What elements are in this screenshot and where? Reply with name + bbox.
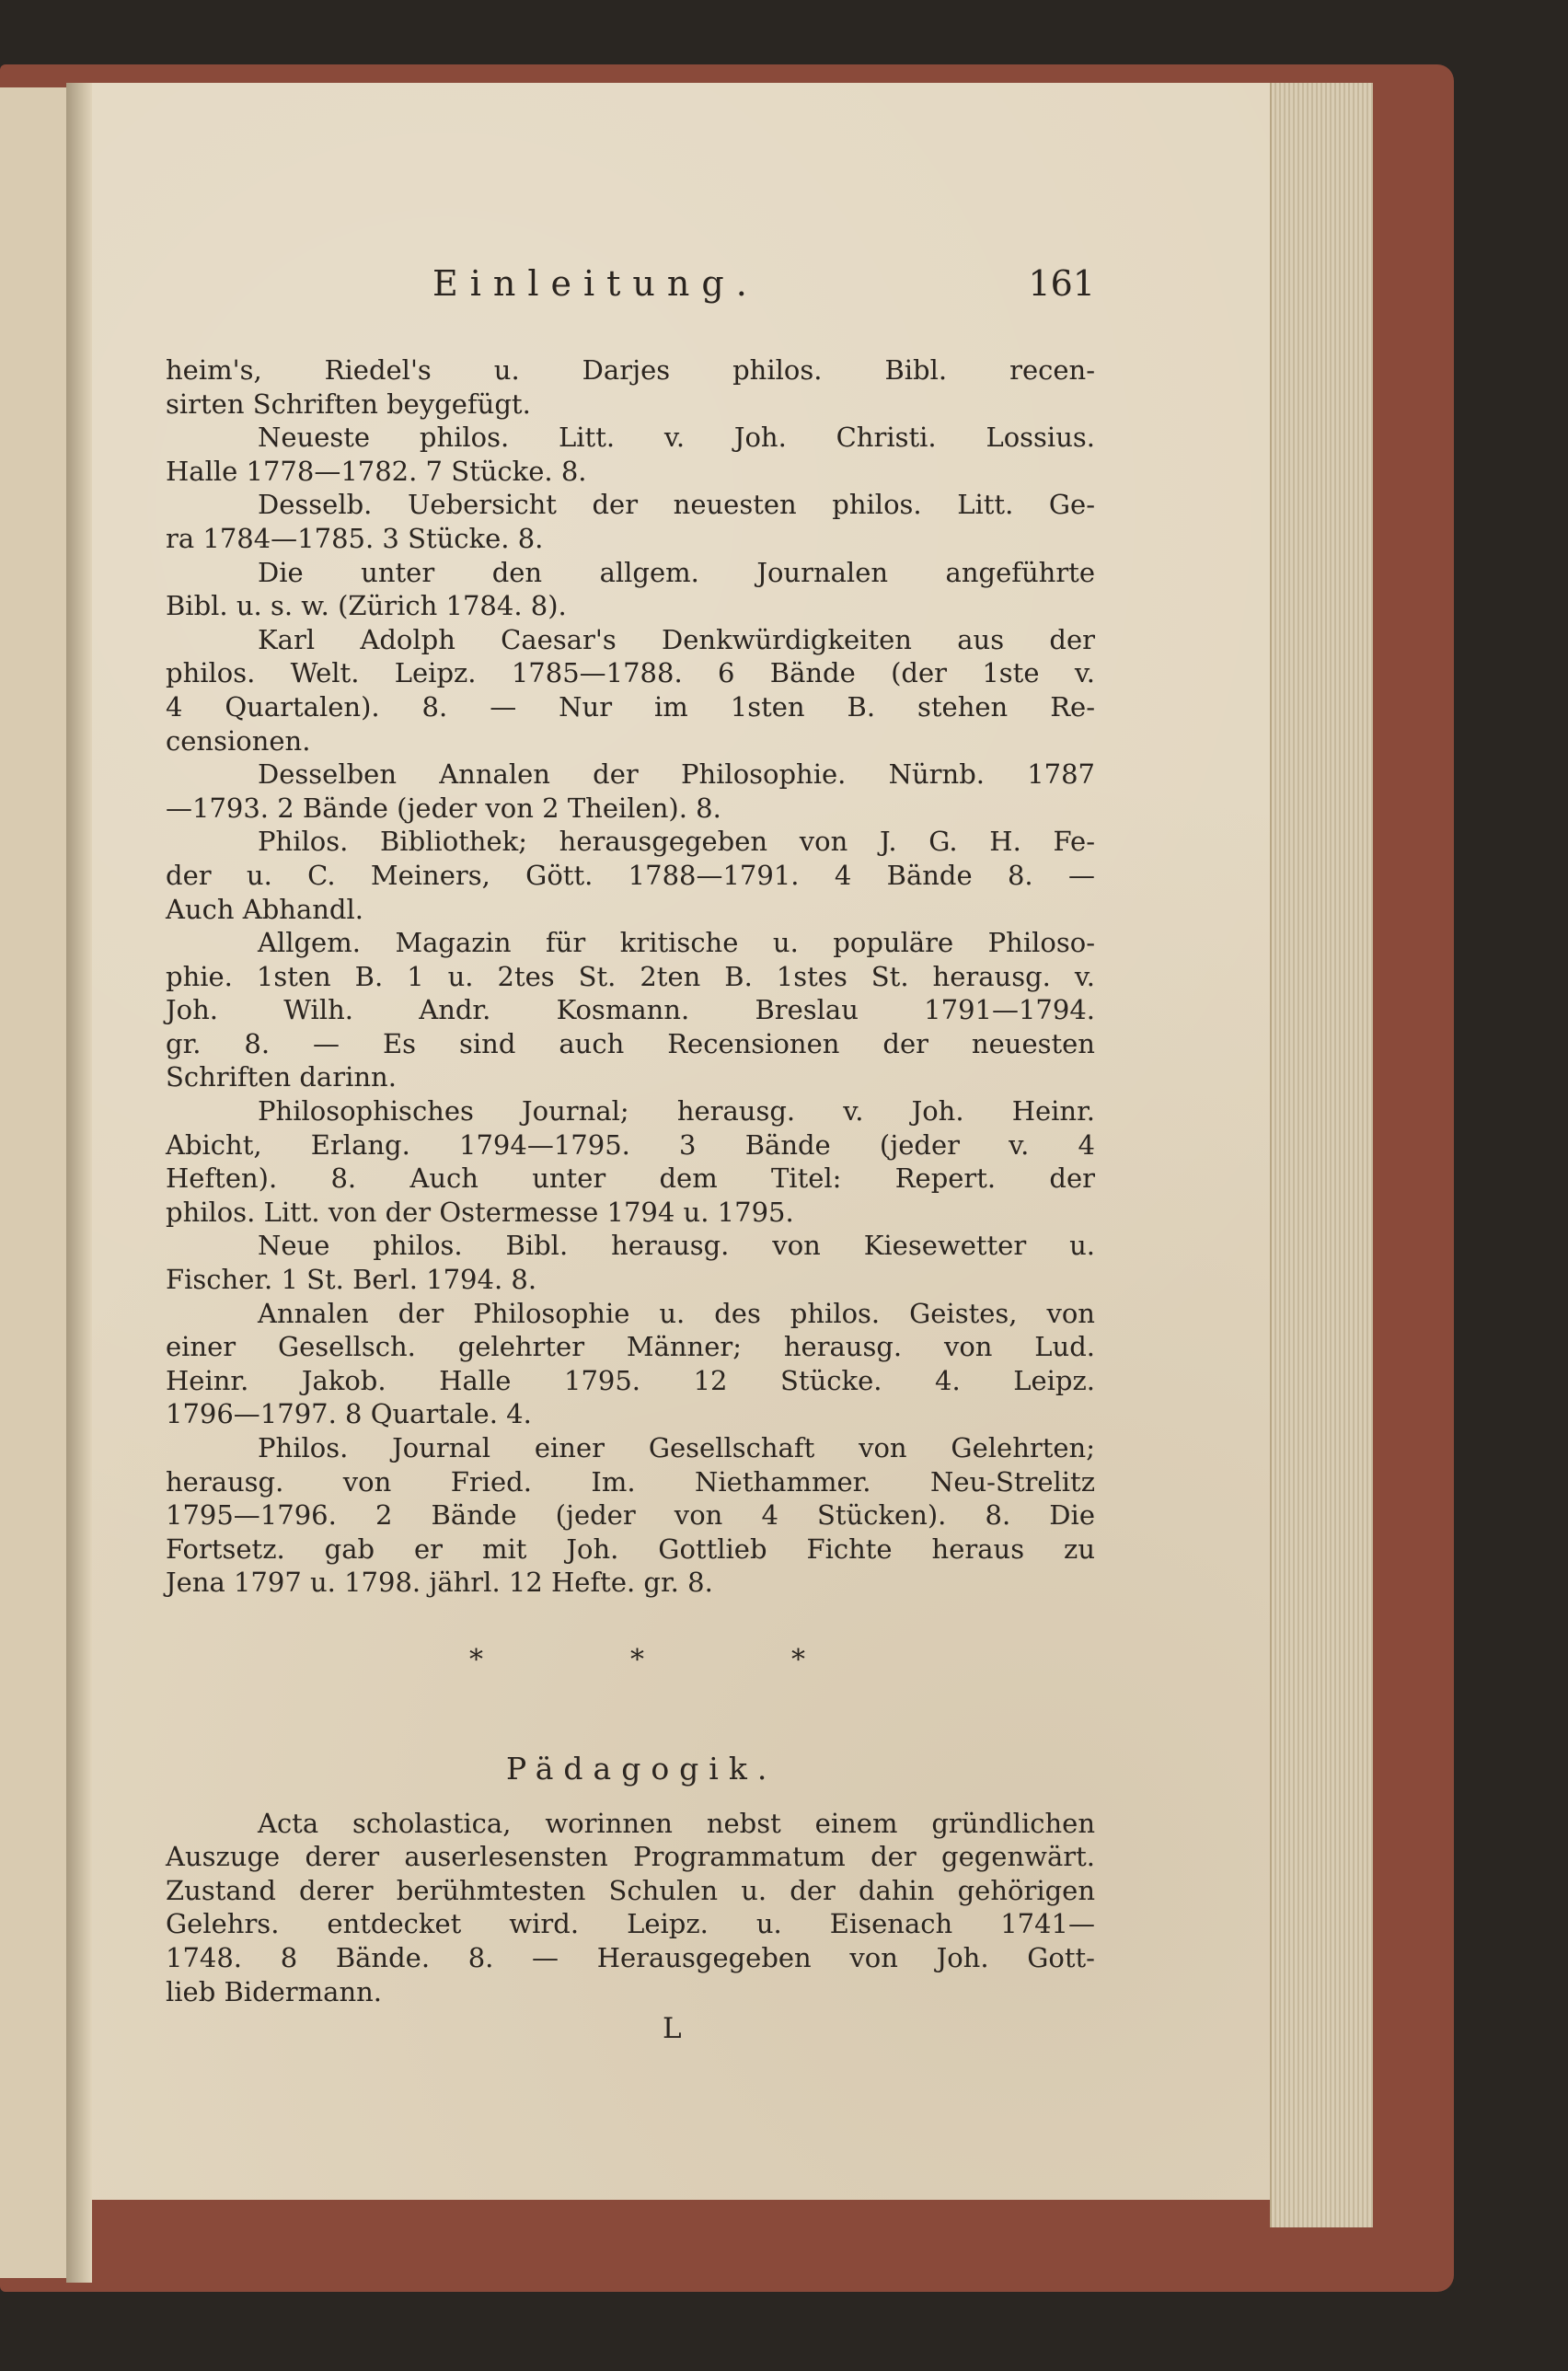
section-title: Pädagogik. — [506, 1750, 778, 1787]
text-line: Heften). 8. Auch unter dem Titel: Repert. der — [166, 1162, 1095, 1195]
book-gutter — [66, 83, 92, 2283]
text-line: philos. Litt. von der Ostermesse 1794 u. 1795. — [166, 1196, 794, 1228]
text-line: Philos. Journal einer Gesellschaft von Gelehrten; — [258, 1432, 1095, 1463]
text-line: censionen. — [166, 724, 311, 757]
text-line: Neueste philos. Litt. v. Joh. Christi. Lossius. — [258, 422, 1095, 454]
text-line: lieb Bidermann. — [166, 1975, 383, 2007]
text-line: sirten Schriften beygefügt. — [166, 387, 531, 420]
text-line: Philosophisches Journal; herausg. v. Joh. Heinr. — [258, 1095, 1095, 1128]
divider-star: * — [791, 1643, 805, 1676]
text-line: 1748. 8 Bände. 8. — Herausgegeben von Joh. Gott- — [166, 1941, 1095, 1973]
text-line: Jena 1797 u. 1798. jährl. 12 Hefte. gr. 8. — [166, 1567, 713, 1599]
text-line: Auszuge derer auserlesensten Programmatum der gegenwärt. — [166, 1841, 1095, 1873]
text-line: Halle 1778—1782. 7 Stücke. 8. — [166, 455, 587, 487]
text-line: Desselb. Uebersicht der neuesten philos. Litt. Ge- — [258, 489, 1095, 521]
text-line: herausg. von Fried. Im. Niethammer. Neu-Strelitz — [166, 1465, 1095, 1498]
text-line: Abicht, Erlang. 1794—1795. 3 Bände (jeder v. 4 — [166, 1128, 1095, 1161]
section-divider — [166, 1644, 1095, 1688]
text-line: Karl Adolph Caesar's Denkwürdigkeiten aus der — [258, 623, 1095, 655]
page-header — [166, 263, 1095, 322]
text-line: Schriften darinn. — [166, 1061, 397, 1093]
text-line: heim's, Riedel's u. Darjes philos. Bibl. recen- — [166, 354, 1095, 386]
divider-star: * — [469, 1643, 483, 1676]
page-text-block — [166, 263, 1095, 2046]
text-line: Desselben Annalen der Philosophie. Nürnb. 1787 — [258, 758, 1095, 791]
running-head: Einleitung. — [432, 263, 759, 304]
text-line: der u. C. Meiners, Gött. 1788—1791. 4 Bände 8. — — [166, 859, 1095, 891]
text-line: ra 1784—1785. 3 Stücke. 8. — [166, 522, 544, 554]
text-line: Acta scholastica, worinnen nebst einem gründlichen — [258, 1807, 1095, 1839]
text-line: einer Gesellsch. gelehrter Männer; herausg. von Lud. — [166, 1331, 1095, 1363]
text-line: Annalen der Philosophie u. des philos. Geistes, von — [258, 1297, 1095, 1329]
text-line: Fischer. 1 St. Berl. 1794. 8. — [166, 1264, 537, 1296]
page-edges — [1270, 83, 1373, 2227]
text-line: Auch Abhandl. — [166, 893, 363, 925]
text-line: phie. 1sten B. 1 u. 2tes St. 2ten B. 1stes St. herausg. v. — [166, 960, 1095, 992]
text-line: Philos. Bibliothek; herausgegeben von J. G. H. Fe- — [258, 826, 1095, 858]
text-line: gr. 8. — Es sind auch Recensionen der neuesten — [166, 1027, 1095, 1059]
text-line: Die unter den allgem. Journalen angeführte — [258, 556, 1095, 588]
section-entries — [166, 1807, 1095, 2009]
facing-page-edge — [0, 87, 68, 2278]
text-line: Gelehrs. entdecket wird. Leipz. u. Eisenach 1741— — [166, 1908, 1095, 1940]
text-line: 1795—1796. 2 Bände (jeder von 4 Stücken). 8. Die — [166, 1499, 1095, 1532]
text-line: Fortsetz. gab er mit Joh. Gottlieb Fichte heraus zu — [166, 1532, 1095, 1565]
text-line: Neue philos. Bibl. herausg. von Kiesewetter u. — [258, 1230, 1095, 1262]
text-line: Allgem. Magazin für kritische u. populäre Philoso- — [258, 927, 1095, 959]
bibliography-entries — [166, 353, 1095, 1600]
text-line: 1796—1797. 8 Quartale. 4. — [166, 1398, 532, 1430]
divider-star: * — [630, 1643, 644, 1676]
text-line: Bibl. u. s. w. (Zürich 1784. 8). — [166, 590, 567, 622]
page-number: 161 — [1028, 263, 1095, 304]
text-line: Heinr. Jakob. Halle 1795. 12 Stücke. 4. Leipz. — [166, 1364, 1095, 1396]
text-line: 4 Quartalen). 8. — Nur im 1sten B. stehen Re- — [166, 690, 1095, 723]
text-line: Zustand derer berühmtesten Schulen u. der dahin gehörigen — [166, 1874, 1095, 1906]
text-line: —1793. 2 Bände (jeder von 2 Theilen). 8. — [166, 792, 721, 824]
text-line: Joh. Wilh. Andr. Kosmann. Breslau 1791—1794. — [166, 994, 1095, 1026]
text-line: philos. Welt. Leipz. 1785—1788. 6 Bände (der 1ste v. — [166, 657, 1095, 689]
signature-mark: L — [663, 2012, 682, 2046]
